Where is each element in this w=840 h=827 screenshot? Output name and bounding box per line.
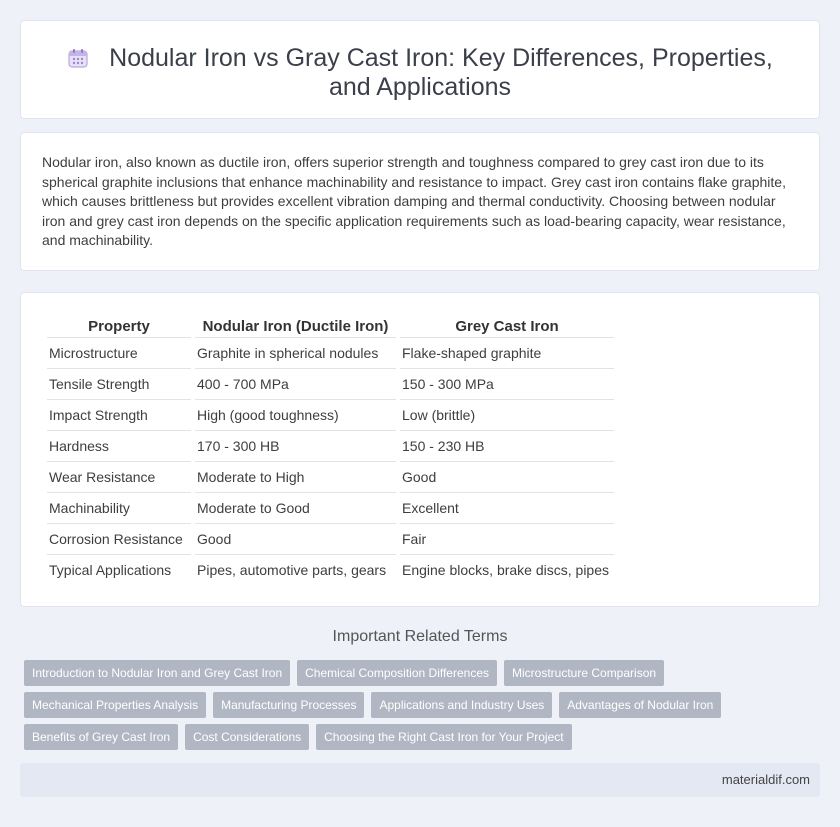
table-cell: Pipes, automotive parts, gears <box>195 554 396 585</box>
table-cell: 400 - 700 MPa <box>195 368 396 399</box>
table-cell: Low (brittle) <box>400 399 614 430</box>
related-terms-list <box>24 660 824 756</box>
related-term-tag[interactable]: Mechanical Properties Analysis <box>24 692 206 718</box>
column-header: Property <box>88 317 150 335</box>
related-terms-heading: Important Related Terms <box>332 628 508 645</box>
table-cell: Wear Resistance <box>47 461 191 492</box>
column-header: Grey Cast Iron <box>455 317 559 335</box>
table-cell: Engine blocks, brake discs, pipes <box>400 554 614 585</box>
table-cell: Moderate to High <box>195 461 396 492</box>
page-title-wrap <box>21 44 819 102</box>
table-cell: Flake-shaped graphite <box>400 337 614 368</box>
comparison-table <box>43 315 618 585</box>
table-card <box>20 292 820 607</box>
table-row <box>47 554 614 585</box>
table-cell: Machinability <box>47 492 191 523</box>
tag-row <box>24 692 824 718</box>
table-cell: 150 - 300 MPa <box>400 368 614 399</box>
intro-paragraph: Nodular iron, also known as ductile iron, offers superior strength and toughness compared to grey cast iron due to its spherical graphite inclusions that enhance machinability and resistance to impact. Grey cast iron contains flake graphite, which causes brittleness but provides excellent vibration damping and thermal conductivity. Choosing between nodular iron and grey cast iron depends on the specific application requirements such as load-bearing capacity, wear resistance, and machinability. <box>42 154 786 248</box>
table-cell: Corrosion Resistance <box>47 523 191 554</box>
table-row <box>47 399 614 430</box>
table-cell: Typical Applications <box>47 554 191 585</box>
table-row <box>47 337 614 368</box>
footer <box>20 763 820 797</box>
page-title: Nodular Iron vs Gray Cast Iron: Key Differences, Properties, and Applications <box>109 44 773 101</box>
related-term-tag[interactable]: Manufacturing Processes <box>213 692 364 718</box>
table-cell: Tensile Strength <box>47 368 191 399</box>
table-header-row <box>47 315 614 337</box>
table-cell: High (good toughness) <box>195 399 396 430</box>
table-row <box>47 368 614 399</box>
related-term-tag[interactable]: Introduction to Nodular Iron and Grey Cast Iron <box>24 660 290 686</box>
table-cell: Moderate to Good <box>195 492 396 523</box>
related-term-tag[interactable]: Chemical Composition Differences <box>297 660 497 686</box>
column-header: Nodular Iron (Ductile Iron) <box>202 317 389 335</box>
table-row <box>47 430 614 461</box>
table-cell: Good <box>400 461 614 492</box>
table-cell: Good <box>195 523 396 554</box>
table-cell: Excellent <box>400 492 614 523</box>
title-card <box>20 20 820 119</box>
table-row <box>47 492 614 523</box>
table-row <box>47 523 614 554</box>
table-cell: Fair <box>400 523 614 554</box>
related-term-tag[interactable]: Microstructure Comparison <box>504 660 664 686</box>
tag-row <box>24 724 824 750</box>
table-cell: Impact Strength <box>47 399 191 430</box>
footer-site-link[interactable]: materialdif.com <box>721 772 810 787</box>
calendar-icon <box>67 47 89 69</box>
table-cell: Microstructure <box>47 337 191 368</box>
table-cell: Graphite in spherical nodules <box>195 337 396 368</box>
related-term-tag[interactable]: Cost Considerations <box>185 724 309 750</box>
table-cell: 150 - 230 HB <box>400 430 614 461</box>
related-term-tag[interactable]: Benefits of Grey Cast Iron <box>24 724 178 750</box>
tag-row <box>24 660 824 686</box>
table-cell: 170 - 300 HB <box>195 430 396 461</box>
table-row <box>47 461 614 492</box>
table-cell: Hardness <box>47 430 191 461</box>
related-term-tag[interactable]: Applications and Industry Uses <box>371 692 552 718</box>
intro-card <box>20 132 820 271</box>
related-term-tag[interactable]: Choosing the Right Cast Iron for Your Project <box>316 724 571 750</box>
related-term-tag[interactable]: Advantages of Nodular Iron <box>559 692 721 718</box>
